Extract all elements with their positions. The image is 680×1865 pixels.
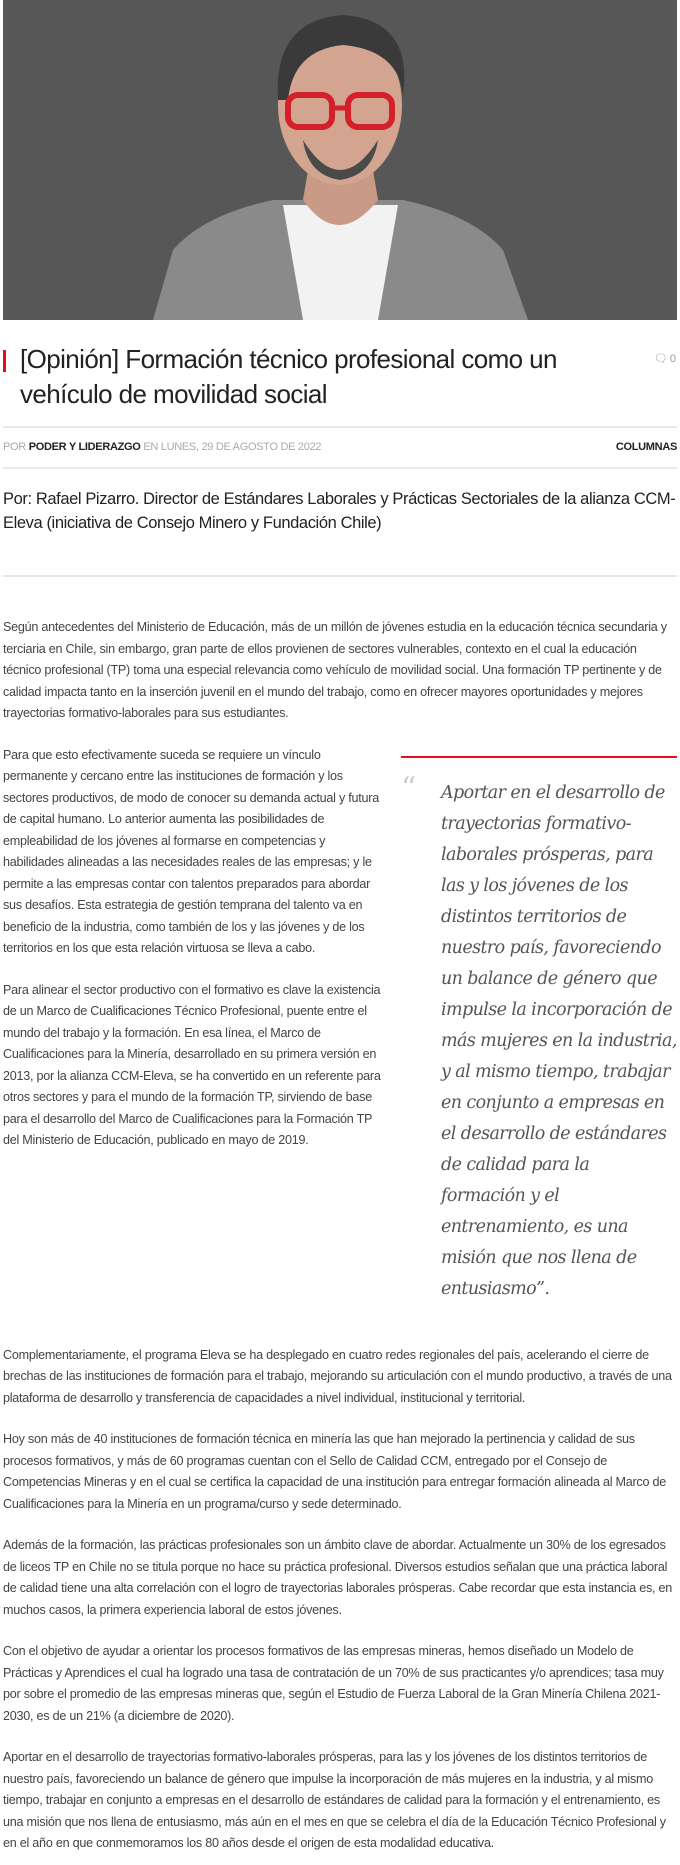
meta-author-link[interactable]: PODER Y LIDERAZGO [28, 441, 141, 453]
divider [3, 467, 677, 469]
article-meta [3, 428, 677, 467]
pullquote [401, 756, 677, 1325]
article-title: [Opinión] Formación técnico profesional como un vehículo de movilidad social [20, 344, 557, 409]
paragraph: Hoy son más de 40 instituciones de formación técnica en minería las que han mejorado la pertinencia y calidad de sus procesos formativos, y más de 60 programas cuentan con el Sello de Calidad CCM, entregado por el Consejo de Competencias Mineras y en el cual se certifica la capacidad de una institución para entregar formación alineada al Marco de Cualificaciones para la Minería en un programa/curso y sede determinado. [3, 1432, 666, 1511]
byline: Por: Rafael Pizarro. Director de Estándares Laborales y Prácticas Sectoriales de la alianza CCM-Eleva (iniciativa de Consejo Minero y Fundación Chile) [3, 490, 676, 532]
paragraph: Para alinear el sector productivo con el formativo es clave la existencia de un Marco de Cualificaciones Técnico Profesional, puente entre el mundo del trabajo y la formación. En esa línea, el Marco de Cualificaciones para la Minería, desarrollado en su primera versión en 2013, por la alianza CCM-Eleva, se ha convertido en un referente para otros sectores y para el mundo de la formación TP, sirviendo de base para el desarrollo del Marco de Cualificaciones para la Formación TP del Ministerio de Educación, publicado en mayo de 2019. [3, 982, 381, 1147]
meta-date: EN LUNES, 29 DE AGOSTO DE 2022 [143, 441, 322, 453]
left-column [3, 745, 383, 1152]
quote-icon: “ [401, 770, 417, 806]
meta-left [3, 440, 321, 455]
paragraph: Con el objetivo de ayudar a orientar los procesos formativos de las empresas mineras, hemos diseñado un Modelo de Prácticas y Aprendices el cual ha logrado una tasa de contratación de un 70% de sus practicantes y/o aprendices; tasa muy por sobre el promedio de las empresas mineras que, según el Estudio de Fuerza Laboral de la Gran Minería Chilena 2021-2030, es de un 21% (a diciembre de 2020). [3, 1644, 664, 1723]
comment-icon: 🗨 [653, 353, 668, 365]
paragraph: Según antecedentes del Ministerio de Educación, más de un millón de jóvenes estudia en la educación técnica secundaria y terciaria en Chile, sin embargo, gran parte de ellos provienen de sectores vulnerables, contexto en el cual la educación técnico profesional (TP) toma una especial relevancia como vehículo de movilidad social. Una formación TP pertinente y de calidad impacta tanto en la inserción juvenil en el mundo del trabajo, como en ofrecer mayores oportunidades y mejores trayectorias formativo-laborales para sus estudiantes. [3, 620, 667, 720]
pullquote-text: Aportar en el desarrollo de trayectorias formativo-laborales prósperas, para las y los jóvenes de los distintos territorios de nuestro país, favoreciendo un balance de género que impulse la incorporación de más mujeres en la industria, y al mismo tiempo, trabajar en conjunto a empresas en el desarrollo de estándares de calidad para la formación y el entrenamiento, es una misión que nos llena de entusiasmo”. [441, 782, 677, 1299]
category-link[interactable]: COLUMNAS [615, 441, 677, 453]
paragraph: Aportar en el desarrollo de trayectorias formativo-laborales prósperas, para las y los jóvenes de los distintos territorios de nuestro país, favoreciendo un balance de género que impulse la incorporación de más mujeres en la industria, y al mismo tiempo, trabajar en conjunto a empresas en el desarrollo de estándares de calidad para la formación y el entrenamiento, es una misión que nos llena de entusiasmo, más aún en el mes en que se celebra el día de la Educación Técnico Profesional y en el año en que conmemoramos los 80 años desde el origen de esta modalidad educativa. [3, 1750, 666, 1850]
divider [3, 575, 677, 577]
title-accent-bar [3, 350, 6, 372]
article-header [3, 342, 677, 412]
comment-count: 0 [669, 352, 676, 365]
author-photo [3, 0, 677, 320]
paragraph: Para que esto efectivamente suceda se requiere un vínculo permanente y cercano entre las instituciones de formación y los sectores productivos, de modo de conocer su demanda actual y futura de capital humano. Lo anterior aumenta las posibilidades de empleabilidad de los jóvenes al formarse en competencias y habilidades alineadas a las necesidades reales de las empresas; y le permite a las empresas contar con talentos preparados para abordar sus desafíos. Esta estrategia de gestión temprana del talento va en beneficio de la industria, como también de los y las jóvenes y de los territorios en los que esta relación virtuosa se lleva a cabo. [3, 747, 379, 955]
comments-link[interactable] [654, 352, 676, 365]
meta-by: POR [3, 441, 26, 453]
paragraph: Además de la formación, las prácticas profesionales son un ámbito clave de abordar. Actualmente un 30% de los egresados de liceos TP en Chile no se titula porque no hace su práctica profesional. Diversos estudios señalan que una práctica laboral de calidad tiene una alta correlación con el logro de trayectorias laborales prósperas. Cabe recordar que esta instancia es, en muchos casos, la primera experiencia laboral de estos jóvenes. [3, 1538, 673, 1617]
portrait-illustration [3, 0, 677, 320]
content-with-pullquote [3, 745, 677, 1325]
paragraph: Complementariamente, el programa Eleva se ha desplegado en cuatro redes regionales del país, acelerando el cierre de brechas de las instituciones de formación para el trabajo, mejorando su articulación con el mundo productivo, a través de una plataforma de desarrollo y transferencia de capacidades a nivel individual, institucional y territorial. [3, 1347, 672, 1405]
